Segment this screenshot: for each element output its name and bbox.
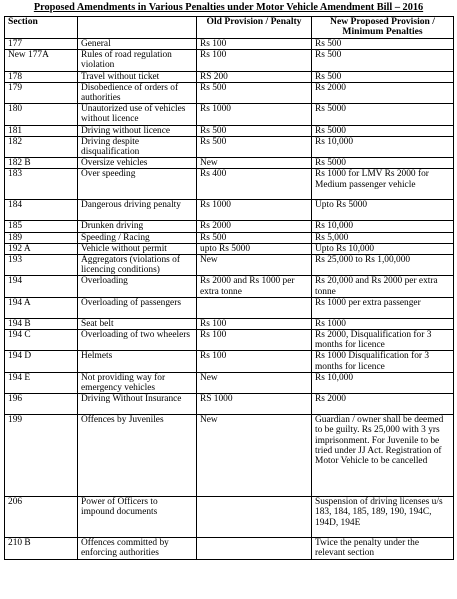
table-row [5,71,454,82]
cell-new-provision: Upto Rs 5000 [312,200,454,221]
cell-section: 189 [5,232,78,243]
cell-offence: Aggregators (violations of licencing conditions) [78,255,197,276]
table-row [5,297,454,318]
cell-old-provision: New [197,415,312,497]
table-row [5,82,454,103]
cell-new-provision: Rs 5000 [312,125,454,136]
cell-section: 194 D [5,351,78,372]
cell-new-provision: Rs 1000 Disqualification for 3 months for licence [312,351,454,372]
cell-new-provision: Suspension of driving licenses u/s 183, 184, 185, 189, 190, 194C, 194D, 194E [312,497,454,538]
cell-new-provision: Rs 2000, Disqualification for 3 months for licence [312,330,454,351]
cell-old-provision: Rs 400 [197,169,312,200]
cell-section: 192 A [5,243,78,254]
document-title: Proposed Amendments in Various Penalties under Motor Vehicle Amendment Bill – 2016 [33,2,424,13]
cell-old-provision: Rs 500 [197,82,312,103]
cell-section: 210 B [5,538,78,559]
cell-offence: Unautorized use of vehicles without licence [78,104,197,125]
header-offence [78,17,197,39]
cell-old-provision [197,297,312,318]
cell-new-provision: Rs 20,000 and Rs 2000 per extra tonne [312,276,454,297]
cell-offence: Power of Officers to impound documents [78,497,197,538]
table-row [5,330,454,351]
cell-offence: Speeding / Racing [78,232,197,243]
cell-section: 199 [5,415,78,497]
cell-section: 194 B [5,318,78,329]
cell-old-provision: Rs 100 [197,351,312,372]
header-section: Section [5,17,78,39]
cell-section: 177 [5,39,78,50]
cell-old-provision: Rs 1000 [197,104,312,125]
table-row [5,415,454,497]
table-row [5,243,454,254]
cell-section: 196 [5,394,78,415]
cell-offence: Disobedience of orders of authorities [78,82,197,103]
cell-new-provision: Rs 500 [312,39,454,50]
cell-old-provision: upto Rs 5000 [197,243,312,254]
table-row [5,372,454,393]
cell-old-provision: Rs 500 [197,125,312,136]
table-row [5,169,454,200]
table-row [5,221,454,232]
table-row [5,39,454,50]
cell-section: 182 B [5,158,78,169]
table-row [5,497,454,538]
table-row [5,255,454,276]
cell-new-provision: Rs 500 [312,71,454,82]
cell-new-provision: Twice the penalty under the relevant section [312,538,454,559]
table-body [5,39,454,560]
cell-new-provision: Rs 10,000 [312,372,454,393]
cell-new-provision: Rs 10,000 [312,221,454,232]
table-header-row [5,17,454,39]
penalties-table [4,16,454,560]
cell-old-provision [197,497,312,538]
cell-section: 194 [5,276,78,297]
table-row [5,318,454,329]
cell-section: 194 E [5,372,78,393]
cell-new-provision: Rs 1000 for LMV Rs 2000 for Medium passenger vehicle [312,169,454,200]
table-row [5,104,454,125]
cell-section: 182 [5,136,78,157]
cell-offence: Seat belt [78,318,197,329]
cell-old-provision: Rs 2000 [197,221,312,232]
cell-offence: Overloading [78,276,197,297]
table-row [5,394,454,415]
cell-old-provision: Rs 1000 [197,200,312,221]
header-old-provision: Old Provision / Penalty [197,17,312,39]
cell-offence: General [78,39,197,50]
cell-section: 183 [5,169,78,200]
cell-old-provision: Rs 100 [197,318,312,329]
header-new-provision: New Proposed Provision / Minimum Penalties [312,17,454,39]
cell-offence: Over speeding [78,169,197,200]
cell-offence: Driving despite disqualification [78,136,197,157]
cell-new-provision: Rs 5000 [312,104,454,125]
cell-offence: Not providing way for emergency vehicles [78,372,197,393]
table-row [5,136,454,157]
cell-old-provision: Rs 2000 and Rs 1000 per extra tonne [197,276,312,297]
table-row [5,232,454,243]
cell-old-provision: RS 200 [197,71,312,82]
cell-section: 179 [5,82,78,103]
cell-new-provision: Upto Rs 10,000 [312,243,454,254]
cell-new-provision: Rs 5000 [312,158,454,169]
cell-section: 194 A [5,297,78,318]
cell-offence: Driving Without Insurance [78,394,197,415]
cell-section: 184 [5,200,78,221]
cell-old-provision: RS 1000 [197,394,312,415]
cell-offence: Travel without ticket [78,71,197,82]
cell-new-provision: Rs 2000 [312,394,454,415]
table-row [5,158,454,169]
cell-old-provision: Rs 500 [197,136,312,157]
cell-old-provision: Rs 500 [197,232,312,243]
cell-section: 178 [5,71,78,82]
cell-section: New 177A [5,50,78,71]
cell-offence: Offences committed by enforcing authorities [78,538,197,559]
cell-old-provision: Rs 100 [197,39,312,50]
table-row [5,276,454,297]
cell-offence: Dangerous driving penalty [78,200,197,221]
cell-new-provision: Guardian / owner shall be deemed to be guilty. Rs 25,000 with 3 yrs imprisonment. For Juvenile to be tried under JJ Act. Registration of Motor Vehicle to be cancelled [312,415,454,497]
cell-new-provision: Rs 500 [312,50,454,71]
cell-section: 180 [5,104,78,125]
cell-new-provision: Rs 1000 [312,318,454,329]
cell-new-provision: Rs 1000 per extra passenger [312,297,454,318]
cell-new-provision: Rs 10,000 [312,136,454,157]
cell-old-provision [197,538,312,559]
cell-offence: Overloading of passengers [78,297,197,318]
cell-section: 181 [5,125,78,136]
table-row [5,125,454,136]
cell-section: 206 [5,497,78,538]
table-row [5,538,454,559]
cell-offence: Drunken driving [78,221,197,232]
cell-offence: Oversize vehicles [78,158,197,169]
cell-old-provision: New [197,158,312,169]
cell-new-provision: Rs 25,000 to Rs 1,00,000 [312,255,454,276]
cell-section: 194 C [5,330,78,351]
cell-offence: Overloading of two wheelers [78,330,197,351]
table-row [5,351,454,372]
table-row [5,200,454,221]
cell-section: 185 [5,221,78,232]
cell-old-provision: New [197,255,312,276]
cell-offence: Offences by Juveniles [78,415,197,497]
cell-new-provision: Rs 2000 [312,82,454,103]
cell-old-provision: Rs 100 [197,50,312,71]
cell-offence: Helmets [78,351,197,372]
cell-old-provision: Rs 100 [197,330,312,351]
cell-offence: Rules of road regulation violation [78,50,197,71]
cell-new-provision: Rs 5,000 [312,232,454,243]
cell-offence: Vehicle without permit [78,243,197,254]
cell-offence: Driving without licence [78,125,197,136]
cell-section: 193 [5,255,78,276]
table-row [5,50,454,71]
cell-old-provision: New [197,372,312,393]
